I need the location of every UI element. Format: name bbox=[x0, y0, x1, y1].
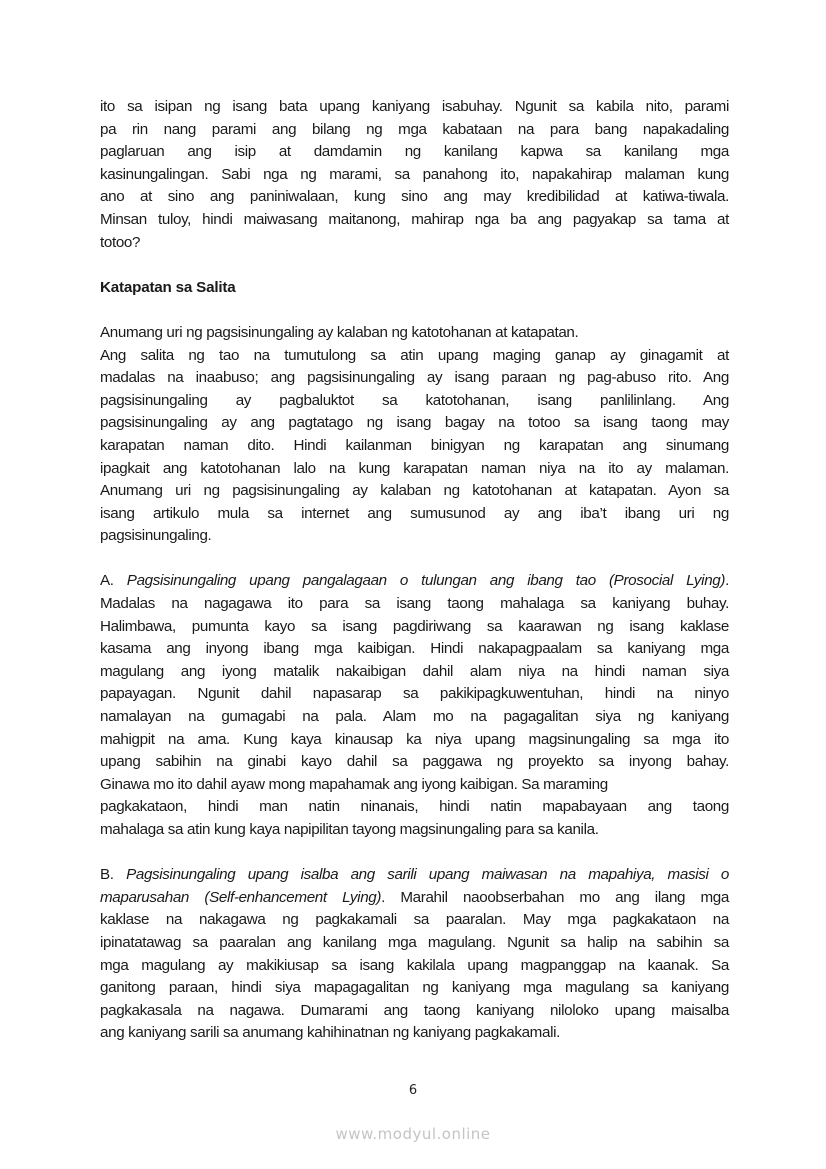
text-line: Anumang uri ng pagsisinungaling ay kalaban ng katotohanan at katapatan. Ayon sa bbox=[100, 482, 729, 500]
item-b-title: Pagsisinungaling upang isalba ang sarili upang maiwasan na mapahiya, masisi o bbox=[126, 866, 729, 884]
text-line: pagkakasala na nagawa. Dumarami ang taong kaniyang niloloko upang maisalba bbox=[100, 1001, 729, 1019]
spacer bbox=[100, 842, 729, 865]
item-b-title-line bbox=[100, 864, 729, 887]
text-line: ito sa isipan ng isang bata upang kaniyang isabuhay. Ngunit sa kabila nito, parami bbox=[100, 98, 729, 115]
text-line: madalas na inaabuso; ang pagsisinungaling ay isang paraan ng pag-abuso rito. Ang bbox=[100, 369, 729, 387]
text-line: ang kaniyang sarili sa anumang kahihinatnan ng kaniyang pagkakamali. bbox=[100, 1024, 560, 1042]
text-line: karapatan naman dito. Hindi kailanman binigyan ng karapatan ang sinumang bbox=[100, 436, 729, 454]
item-b-title-end: . bbox=[381, 888, 385, 906]
intro-paragraph bbox=[100, 96, 729, 254]
text-line: ipinatatawag sa paaralan ang kanilang mga magulang. Ngunit sa halip na sabihin sa bbox=[100, 933, 729, 951]
spacer bbox=[100, 299, 729, 322]
text-line: Ginawa mo ito dahil ayaw mong mapahamak ang iyong kaibigan. Sa maraming bbox=[100, 775, 608, 793]
spacer bbox=[100, 548, 729, 571]
text-line: Anumang uri ng pagsisinungaling ay kalaban ng katotohanan at katapatan. bbox=[100, 323, 579, 341]
item-a-title-line bbox=[100, 570, 729, 593]
text-line: mahalaga sa atin kung kaya napipilitan tayong magsinungaling para sa kanila. bbox=[100, 821, 599, 838]
item-a-title: Pagsisinungaling upang pangalagaan o tulungan ang ibang tao (Prosocial Lying) bbox=[126, 572, 726, 590]
text-line: mga magulang ay makikiusap sa isang kakilala upang magpanggap na kaanak. Sa bbox=[100, 956, 729, 974]
text-line: pagsisinungaling ay pagbaluktot sa katotohanan, isang panlilinlang. Ang bbox=[100, 391, 729, 409]
item-b-title-cont: maparusahan (Self-enhancement Lying) bbox=[100, 888, 382, 906]
page-number: 6 bbox=[408, 1083, 418, 1098]
text-line: kasama ang inyong ibang mga kaibigan. Hindi nakapagpaalam sa kaniyang mga bbox=[100, 640, 729, 658]
text-line: upang sabihin na ginabi kayo dahil sa paggawa ng proyekto sa inyong bahay. bbox=[100, 753, 729, 771]
text-line: ganitong paraan, hindi siya mapagagalitan ng kaniyang mga magulang sa kaniyang bbox=[100, 979, 729, 997]
text-line: Madalas na nagagawa ito para sa isang taong mahalaga sa kaniyang buhay. bbox=[100, 595, 729, 613]
text-line: namalayan na gumagabi na pala. Alam mo na pagagalitan siya ng kaniyang bbox=[100, 708, 729, 726]
text-line: Halimbawa, pumunta kayo sa isang pagdiriwang sa kaarawan ng isang kaklase bbox=[100, 617, 729, 635]
section-heading: Katapatan sa Salita bbox=[100, 278, 236, 296]
item-b-title-line-2 bbox=[100, 887, 729, 910]
text-line: magulang ang iyong matalik nakaibigan dahil alam niya na hindi naman siya bbox=[100, 662, 729, 680]
item-b-paragraph bbox=[100, 864, 729, 1045]
text-line: papayagan. Ngunit dahil napasarap sa pakikipagkuwentuhan, hindi na ninyo bbox=[100, 685, 729, 703]
item-b-label: B. bbox=[100, 866, 127, 884]
item-b-text: Marahil naoobserbahan mo ang ilang mga bbox=[384, 888, 729, 906]
text-line: pa rin nang parami ang bilang ng mga kabataan na para bang napakadaling bbox=[100, 120, 729, 138]
text-line: paglaruan ang isip at damdamin ng kanilang kapwa sa kanilang mga bbox=[100, 143, 729, 161]
text-line: mahigpit na ama. Kung kaya kinausap ka niya upang magsinungaling sa mga ito bbox=[100, 730, 729, 748]
text-line: ipagkait ang katotohanan lalo na kung karapatan naman niya na ito ay malaman. bbox=[100, 459, 729, 477]
item-a-paragraph bbox=[100, 570, 729, 841]
watermark: www.modyul.online bbox=[335, 1125, 491, 1143]
text-line: pagkakataon, hindi man natin ninanais, hindi natin mapabayaan ang taong bbox=[100, 798, 729, 816]
text-line: pagsisinungaling. bbox=[100, 527, 212, 545]
text-line: kasinungalingan. Sabi nga ng marami, sa panahong ito, napakahirap malaman kung bbox=[100, 165, 729, 183]
text-line: isang artikulo mula sa internet ang sumusunod ay ang iba’t ibang uri ng bbox=[100, 504, 729, 522]
item-a-label: A. bbox=[100, 572, 127, 590]
spacer bbox=[100, 254, 729, 277]
document-page bbox=[100, 96, 729, 1045]
item-a-title-end: . bbox=[725, 572, 729, 590]
text-line: Ang salita ng tao na tumutulong sa atin upang maging ganap ay ginagamit at bbox=[100, 346, 729, 364]
text-line: pagsisinungaling ay ang pagtatago ng isang bagay na totoo sa isang taong may bbox=[100, 414, 729, 432]
paragraph-katapatan bbox=[100, 322, 729, 548]
text-line: ano at sino ang paniniwalaan, kung sino ang may kredibilidad at katiwa-tiwala. bbox=[100, 188, 729, 206]
text-line: kaklase na nakagawa ng pagkakamali sa paaralan. May mga pagkakataon na bbox=[100, 911, 729, 929]
text-line: totoo? bbox=[100, 233, 141, 251]
text-line: Minsan tuloy, hindi maiwasang maitanong, mahirap nga ba ang pagyakap sa tama at bbox=[100, 210, 729, 228]
